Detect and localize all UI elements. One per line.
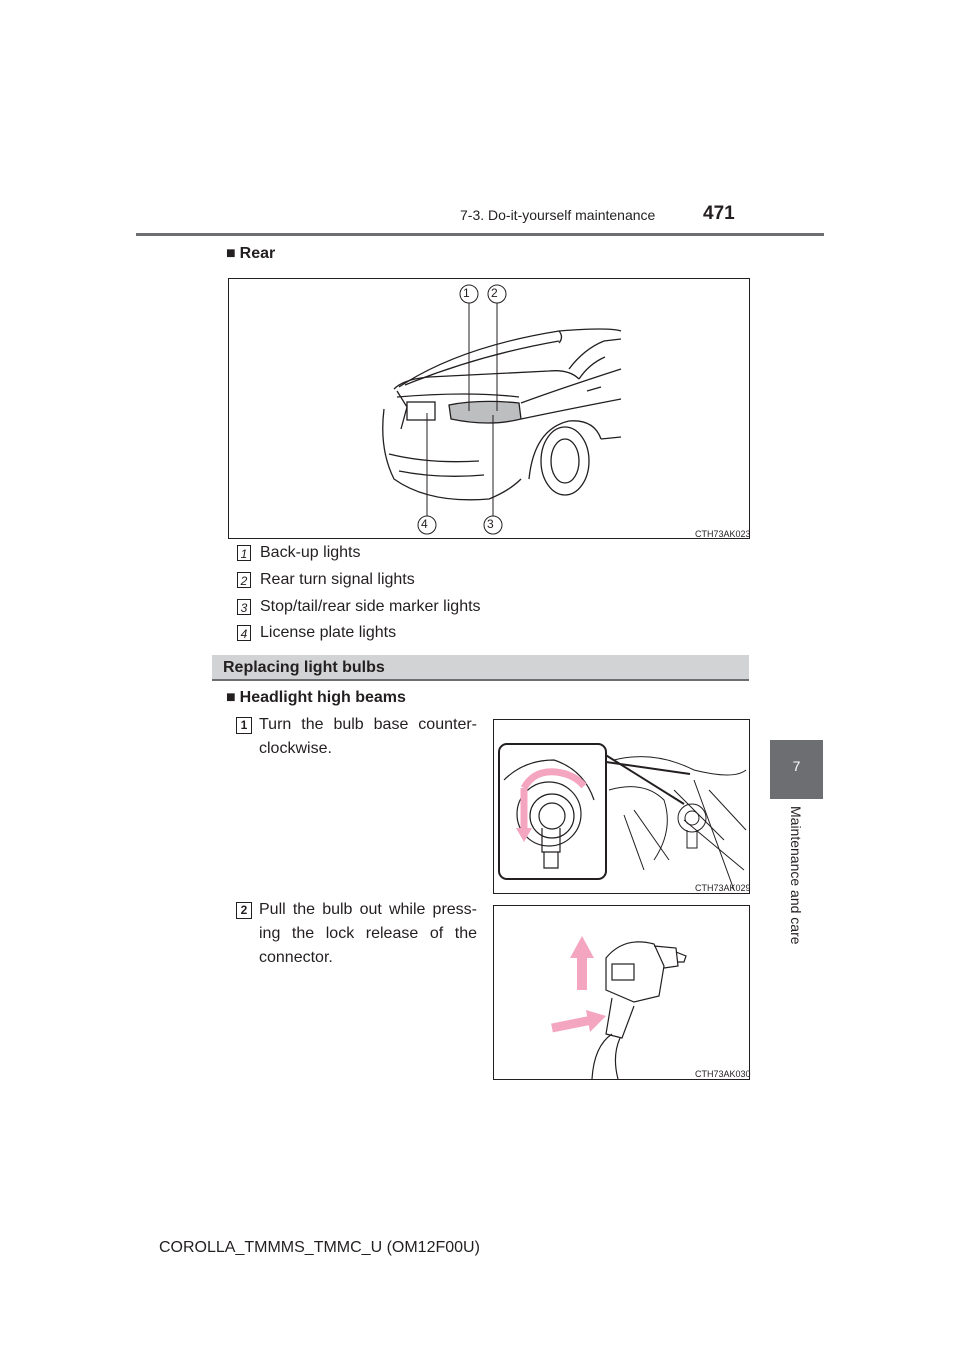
header-rule xyxy=(136,233,824,236)
square-bullet-icon: ■ xyxy=(226,689,236,706)
step-1-figure xyxy=(493,719,750,894)
page-number: 471 xyxy=(703,203,735,224)
step-2-figure xyxy=(493,905,750,1080)
legend-number: 2 xyxy=(237,572,251,588)
step-text: Turn the bulb base counter-clockwise. xyxy=(259,716,477,757)
rear-lights-figure xyxy=(228,278,750,539)
headlight-heading xyxy=(226,689,406,707)
step-number: 1 xyxy=(236,717,252,734)
legend-number: 3 xyxy=(237,599,251,615)
running-header: 7-3. Do-it-yourself maintenance xyxy=(460,207,656,223)
legend-number: 1 xyxy=(237,545,251,561)
callout-2: 2 xyxy=(491,286,498,300)
chapter-title-vertical xyxy=(770,806,823,966)
rear-car-illustration xyxy=(229,279,749,538)
square-bullet-icon: ■ xyxy=(226,245,236,262)
bulb-rotation-illustration xyxy=(494,720,749,893)
legend-text: Rear turn signal lights xyxy=(260,571,415,588)
legend-text: License plate lights xyxy=(260,624,397,641)
rear-heading-text: Rear xyxy=(239,245,276,262)
figure-code: CTH73AK023 xyxy=(695,529,751,539)
callout-4: 4 xyxy=(421,517,428,531)
rear-heading xyxy=(226,245,275,263)
bulb-removal-illustration xyxy=(494,906,749,1079)
legend-text: Stop/tail/rear side marker lights xyxy=(260,598,481,615)
figure-code: CTH73AK030 xyxy=(695,1069,751,1079)
legend-number: 4 xyxy=(237,625,251,641)
step-text: Pull the bulb out while press-ing the lock release of the connector. xyxy=(259,901,477,966)
headlight-heading-text: Headlight high beams xyxy=(239,689,406,706)
section-title: Replacing light bulbs xyxy=(223,659,385,676)
figure-code: CTH73AK029 xyxy=(695,883,751,893)
document-id: COROLLA_TMMMS_TMMC_U (OM12F00U) xyxy=(159,1239,480,1256)
legend-text: Back-up lights xyxy=(260,544,361,561)
chapter-number: 7 xyxy=(792,758,801,774)
callout-1: 1 xyxy=(463,286,470,300)
chapter-title: Maintenance and care xyxy=(788,806,804,945)
step-number: 2 xyxy=(236,902,252,919)
callout-3: 3 xyxy=(487,517,494,531)
